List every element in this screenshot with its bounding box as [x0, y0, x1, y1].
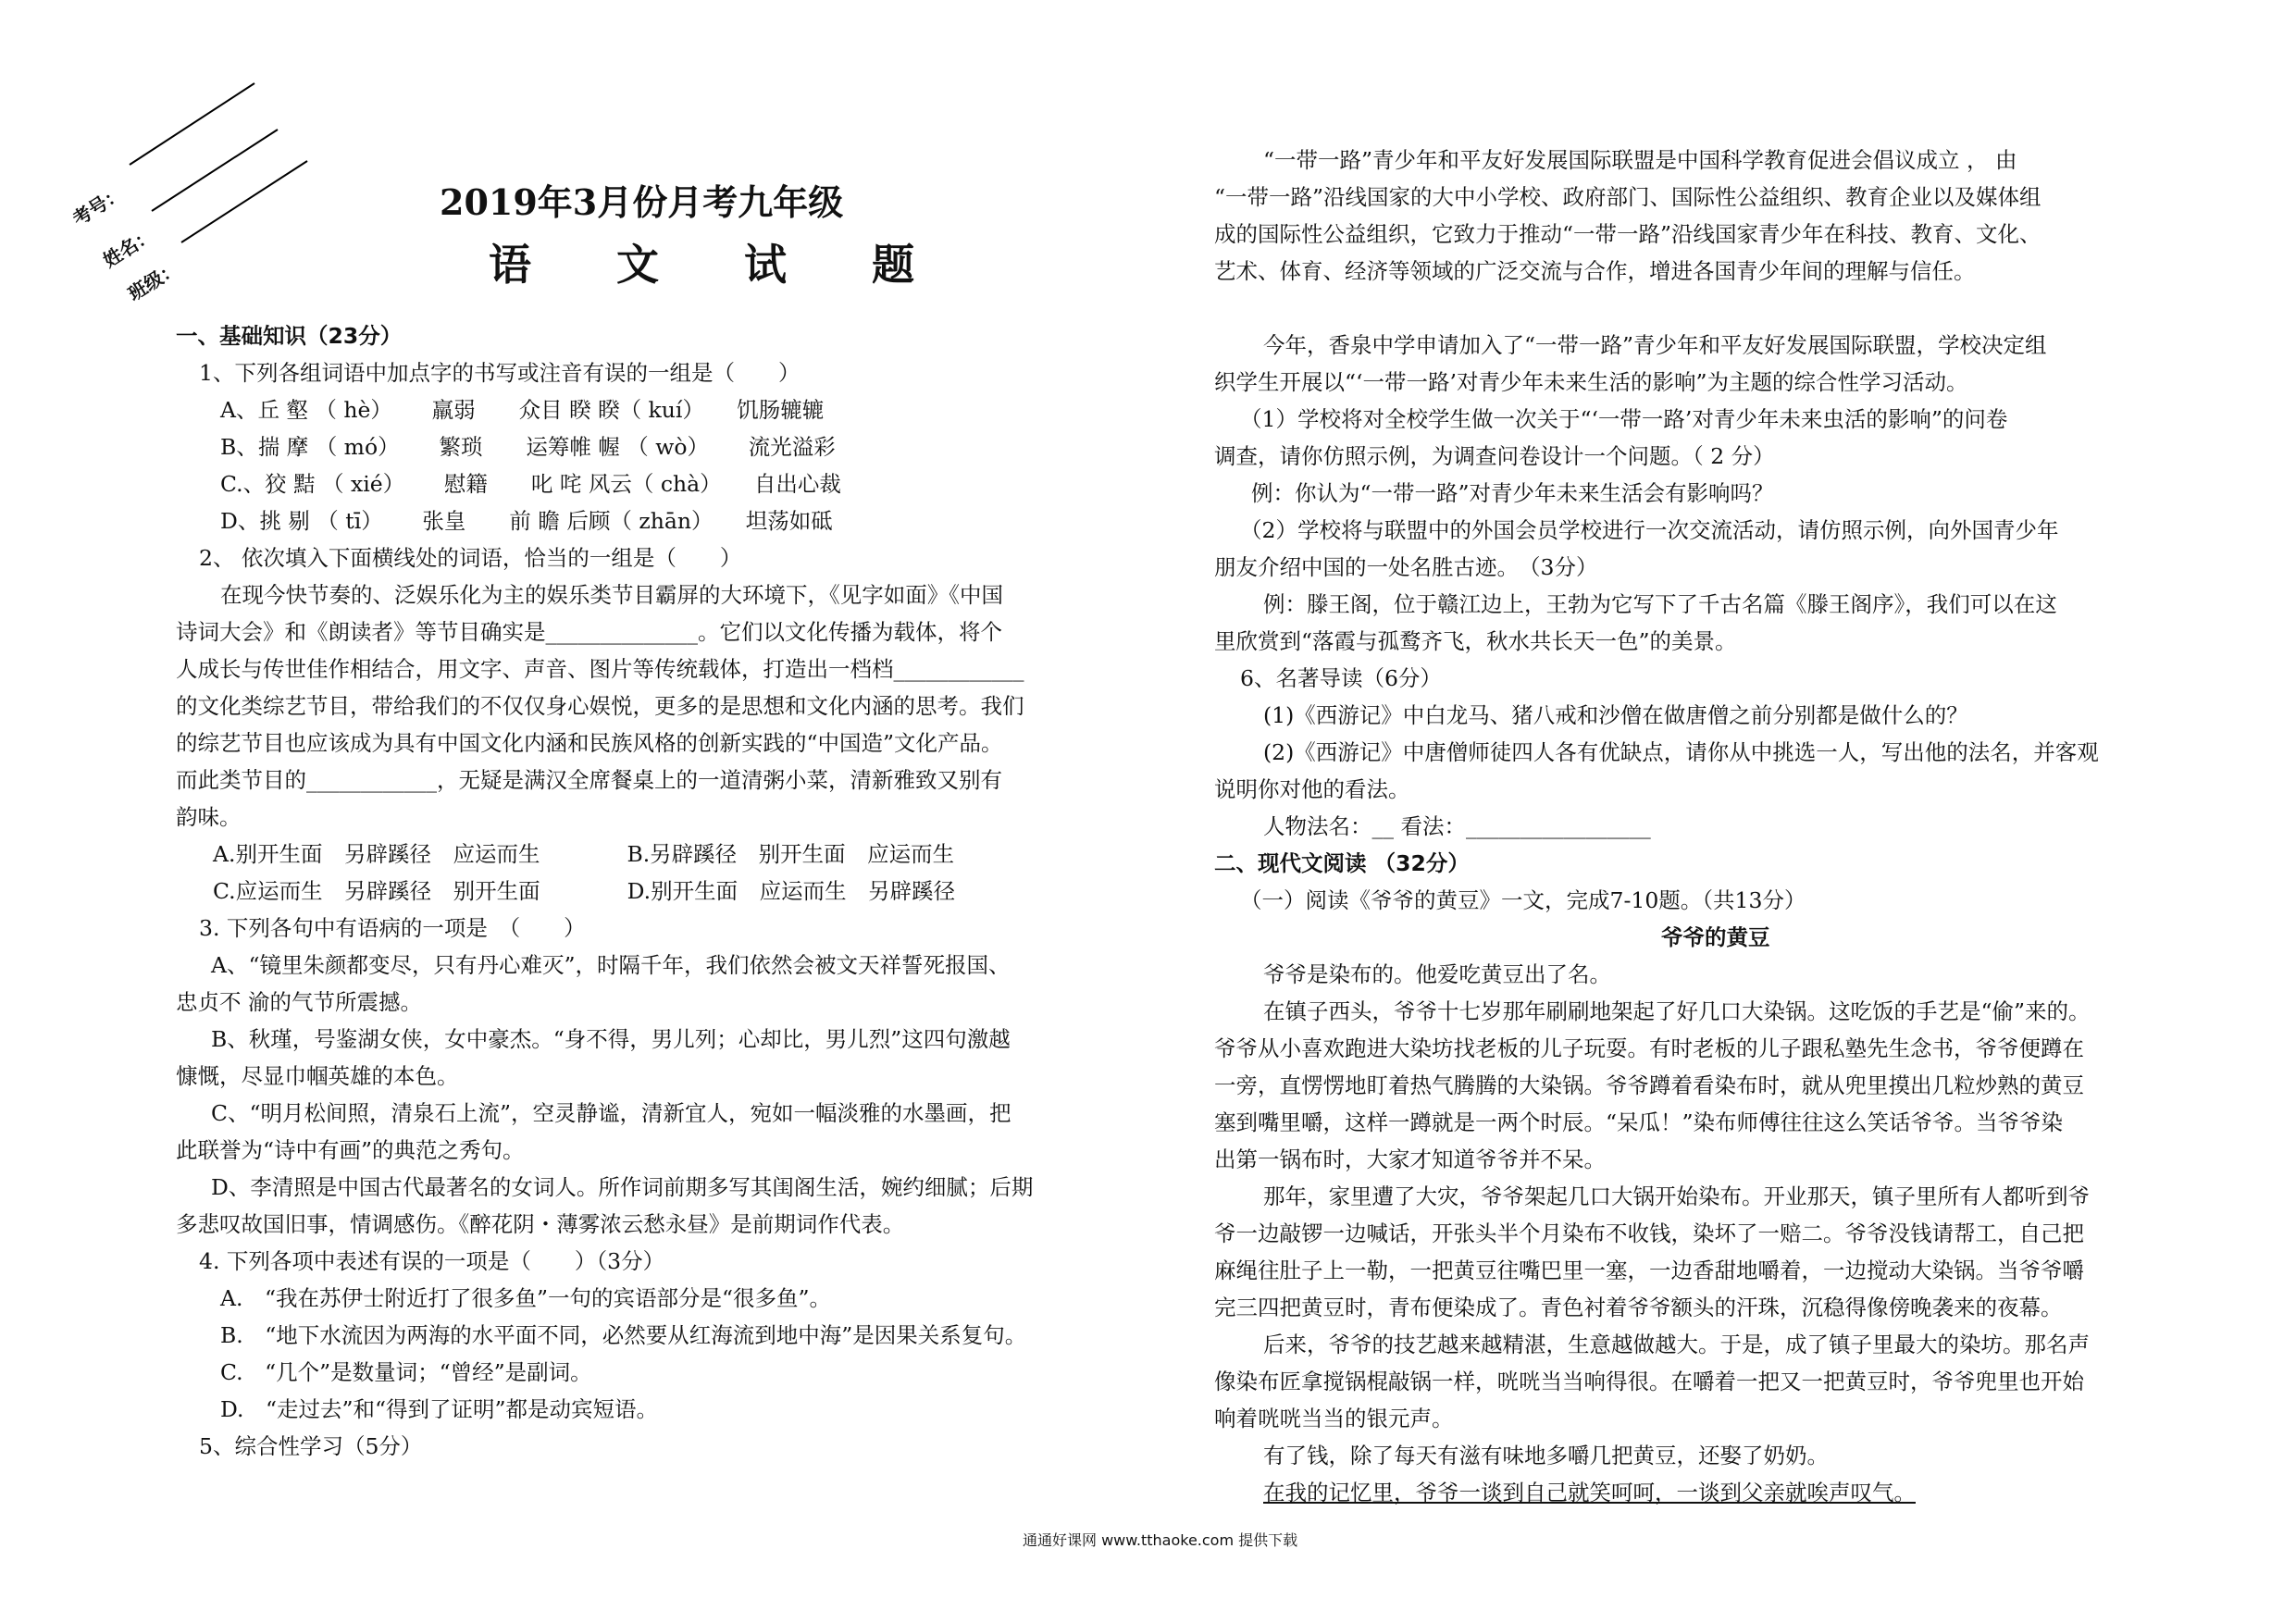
q1-option-a: A、丘 壑 （ hè） 羸弱 众目 睽 睽（ kuí） 饥肠辘辘 — [220, 397, 825, 423]
q4-option-c: C. “几个”是数量词；“曾经”是副词。 — [220, 1359, 592, 1385]
article-line: 响着咣咣当当的银元声。 — [1214, 1406, 1454, 1431]
class-label: 班级： — [124, 256, 183, 305]
article-line: 出第一锅布时，大家才知道爷爷并不呆。 — [1214, 1146, 1606, 1172]
q2-passage-line: 而此类节目的____________，无疑是满汉全席餐桌上的一道清粥小菜，清新雅致又别有 — [176, 767, 1002, 793]
q5-part-2-example: 例：滕王阁，位于赣江边上，王勃为它写下了千古名篇《滕王阁序》，我们可以在这 — [1263, 591, 2057, 617]
q6-answer-line: 人物法名：__ 看法：_________________ — [1263, 813, 1651, 839]
name-label: 姓名： — [99, 223, 158, 272]
q5-part-1-cont: 调查，请你仿照示例，为调查问卷设计一个问题。（ 2 分） — [1214, 443, 1775, 469]
q5-part-2: （2）学校将与联盟中的外国会员学校进行一次交流活动，请仿照示例，向外国青少年 — [1240, 517, 2059, 543]
q3-option-b: B、秋瑾，号鉴湖女侠，女中豪杰。“身不得，男儿列；心却比，男儿烈”这四句激越 — [211, 1026, 1011, 1052]
q5-part-2-cont: 朋友介绍中国的一处名胜古迹。 （3分） — [1214, 554, 1598, 580]
q2-passage-line: 诗词大会》和《朗读者》等节目确实是______________。它们以文化传播为载体，将个 — [176, 619, 1002, 645]
footer-credit: 通通好课网 www.tthaoke.com 提供下载 — [1023, 1531, 1298, 1549]
q1-option-b: B、揣 摩 （ mó） 繁琐 运筹帷 幄 （ wò） 流光溢彩 — [220, 434, 836, 460]
article-line: 爷爷是染布的。他爱吃黄豆出了名。 — [1263, 961, 1611, 987]
exam-title: 2019年3月份月考九年级 — [440, 181, 844, 223]
question-3-stem: 3. 下列各句中有语病的一项是 （ ） — [199, 915, 586, 941]
article-line-underlined: 在我的记忆里，爷爷一谈到自己就笑呵呵，一谈到父亲就唉声叹气。 — [1263, 1480, 1916, 1505]
q3-option-c-cont: 此联誉为“诗中有画”的典范之秀句。 — [176, 1137, 525, 1163]
article-line: 完三四把黄豆时，青布便染成了。青色衬着爷爷额头的汗珠，沉稳得像傍晚袭来的夜幕。 — [1214, 1295, 2063, 1320]
q3-option-d-cont: 多悲叹故国旧事，情调感伤。《醉花阴・薄雾浓云愁永昼》是前期词作代表。 — [176, 1211, 905, 1237]
q2-passage-line: 的文化类综艺节目，带给我们的不仅仅身心娱悦，更多的是思想和文化内涵的思考。我们 — [176, 693, 1024, 719]
subject-title: 语 文 试 题 — [489, 240, 950, 290]
exam-number-line — [130, 83, 254, 165]
q1-option-c: C.、狡 黠 （ xié） 慰籍 叱 咤 风云（ chà） 自出心裁 — [220, 471, 841, 497]
q6-part-1: (1)《西游记》中白龙马、猪八戒和沙僧在做唐僧之前分别都是做什么的？ — [1263, 702, 1968, 728]
reading-instructions: （一）阅读《爷爷的黄豆》一文，完成7-10题。（共13分） — [1240, 887, 1806, 913]
article-line: 在镇子西头，爷爷十七岁那年刷刷地架起了好几口大染锅。这吃饭的手艺是“偷”来的。 — [1263, 998, 2091, 1024]
question-2-stem: 2、 依次填入下面横线处的词语，恰当的一组是（ ） — [199, 545, 742, 571]
q5-passage-line: 艺术、体育、经济等领域的广泛交流与合作，增进各国青少年间的理解与信任。 — [1214, 258, 1976, 284]
q2-options-ab: A.别开生面 另辟蹊径 应运而生 B.另辟蹊径 别开生面 应运而生 — [213, 841, 955, 867]
section-1-heading: 一、基础知识（23分） — [176, 323, 403, 349]
q5-part-2-example-cont: 里欣赏到“落霞与孤鹜齐飞，秋水共长天一色”的美景。 — [1214, 628, 1737, 654]
article-line: 爷爷从小喜欢跑进大染坊找老板的儿子玩耍。有时老板的儿子跟私塾先生念书，爷爷便蹲在 — [1214, 1035, 2084, 1061]
q5-passage-line: 织学生开展以“‘一带一路’对青少年未来生活的影响”为主题的综合性学习活动。 — [1214, 369, 1968, 395]
article-line: 像染布匠拿搅锅棍敲锅一样，咣咣当当响得很。在嚼着一把又一把黄豆时，爷爷兜里也开始 — [1214, 1369, 2084, 1394]
article-line: 后来，爷爷的技艺越来越精湛，生意越做越大。于是，成了镇子里最大的染坊。那名声 — [1263, 1332, 2090, 1357]
question-4-stem: 4. 下列各项中表述有误的一项是（ ）（3分） — [199, 1248, 665, 1274]
q4-option-a: A. “我在苏伊士附近打了很多鱼”一句的宾语部分是“很多鱼”。 — [220, 1285, 831, 1311]
q2-passage-line: 韵味。 — [176, 804, 242, 830]
section-2-heading: 二、现代文阅读 （32分） — [1214, 850, 1470, 876]
name-line — [152, 130, 278, 211]
q5-part-1-example: 例：你认为“一带一路”对青少年未来生活会有影响吗？ — [1251, 480, 1774, 506]
q4-option-b: B. “地下水流因为两海的水平面不同，必然要从红海流到地中海”是因果关系复句。 — [220, 1322, 1027, 1348]
q6-part-2-cont: 说明你对他的看法。 — [1214, 776, 1410, 802]
q3-option-a: A、“镜里朱颜都变尽，只有丹心难灭”，时隔千年，我们依然会被文天祥誓死报国、 — [211, 952, 1011, 978]
article-line: 那年，家里遭了大灾，爷爷架起几口大锅开始染布。开业那天，镇子里所有人都听到爷 — [1263, 1183, 2090, 1209]
q2-passage-line: 的综艺节目也应该成为具有中国文化内涵和民族风格的创新实践的“中国造”文化产品。 — [176, 730, 1003, 756]
article-line: 爷一边敲锣一边喊话，开张头半个月染布不收钱，染坏了一赔二。爷爷没钱请帮工，自己把 — [1214, 1220, 2084, 1246]
article-line: 一旁，直愣愣地盯着热气腾腾的大染锅。爷爷蹲着看染布时，就从兜里摸出几粒炒熟的黄豆 — [1214, 1072, 2084, 1098]
article-line: 麻绳往肚子上一勒，一把黄豆往嘴巴里一塞，一边香甜地嚼着，一边搅动大染锅。当爷爷嚼 — [1214, 1258, 2084, 1283]
q5-passage-line: “一带一路”青少年和平友好发展国际联盟是中国科学教育促进会倡议成立 ， 由 — [1263, 147, 2017, 173]
q3-option-d: D、李清照是中国古代最著名的女词人。所作词前期多写其闺阁生活，婉约细腻；后期 — [211, 1174, 1034, 1200]
student-info-lines — [0, 0, 370, 315]
q2-passage-line: 人成长与传世佳作相结合，用文字、声音、图片等传统载体，打造出一档档____________ — [176, 656, 1024, 682]
question-6-stem: 6、名著导读（6分） — [1240, 665, 1442, 691]
q3-option-b-cont: 慷慨，尽显巾帼英雄的本色。 — [176, 1063, 459, 1089]
q5-passage-line: “一带一路”沿线国家的大中小学校、政府部门、国际性公益组织、教育企业以及媒体组 — [1214, 184, 2042, 210]
question-1-stem: 1、下列各组词语中加点字的书写或注音有误的一组是（ ） — [199, 360, 800, 386]
q2-passage-line: 在现今快节奏的、泛娱乐化为主的娱乐类节目霸屏的大环境下，《见字如面》《中国 — [220, 582, 1003, 608]
question-5-stem: 5、综合性学习（5分） — [199, 1433, 423, 1459]
class-line — [181, 161, 307, 242]
q5-passage-line: 成的国际性公益组织，它致力于推动“一带一路”沿线国家青少年在科技、教育、文化、 — [1214, 221, 2042, 247]
q3-option-c: C、“明月松间照，清泉石上流”，空灵静谧，清新宜人，宛如一幅淡雅的水墨画，把 — [211, 1100, 1011, 1126]
q6-part-2: (2)《西游记》中唐僧师徒四人各有优缺点，请你从中挑选一人，写出他的法名，并客观 — [1263, 739, 2099, 765]
exam-number-label: 考号： — [68, 181, 128, 230]
article-line: 塞到嘴里嚼，这样一蹲就是一两个时辰。“呆瓜！”染布师傅往往这么笑话爷爷。当爷爷染 — [1214, 1109, 2064, 1135]
article-title: 爷爷的黄豆 — [1661, 924, 1770, 950]
q2-options-cd: C.应运而生 另辟蹊径 别开生面 D.别开生面 应运而生 另辟蹊径 — [213, 878, 956, 904]
q4-option-d: D. “走过去”和“得到了证明”都是动宾短语。 — [220, 1396, 659, 1422]
article-line: 有了钱，除了每天有滋有味地多嚼几把黄豆，还娶了奶奶。 — [1263, 1443, 1829, 1468]
q5-passage-line: 今年，香泉中学申请加入了“一带一路”青少年和平友好发展国际联盟，学校决定组 — [1263, 332, 2047, 358]
q5-part-1: （1）学校将对全校学生做一次关于“‘一带一路’对青少年未来虫活的影响”的问卷 — [1240, 406, 2008, 432]
q3-option-a-cont: 忠贞不 渝的气节所震撼。 — [176, 989, 422, 1015]
q1-option-d: D、挑 剔 （ tī） 张皇 前 瞻 后顾（ zhān） 坦荡如砥 — [220, 508, 833, 534]
